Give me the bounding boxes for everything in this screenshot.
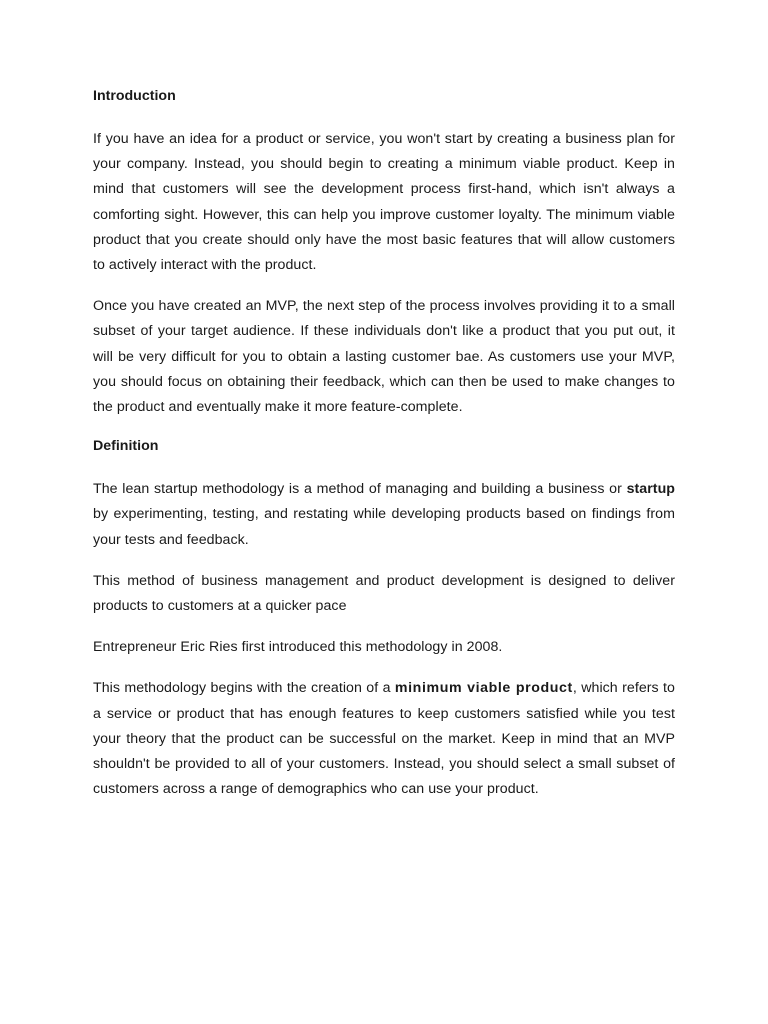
definition-paragraph-3: Entrepreneur Eric Ries first introduced this methodology in 2008. xyxy=(93,639,503,656)
section-heading-introduction: Introduction xyxy=(93,88,176,104)
definition-paragraph-2: This method of business management and product development is designed to deliver products to customers at a quicker pace xyxy=(93,572,675,615)
mvp-term: minimum viable product xyxy=(394,680,573,697)
definition-paragraph-4-rest: , which refers to a service or product that has enough features to keep customers satisfied while you test your theory that the product can be successful on the market. Keep in mind that an MVP shouldn't be provided to all of your customers. Instead, you should select a small subset of customers across a range of demographics who can use your product. xyxy=(93,680,675,798)
definition-paragraph-4-text: This methodology begins with the creation of a xyxy=(93,680,395,697)
definition-paragraph-1 xyxy=(93,477,675,553)
definition-paragraph-4 xyxy=(93,676,675,802)
definition-paragraph-1-text: The lean startup methodology is a method of managing and building a business or xyxy=(93,481,627,498)
document-page xyxy=(93,86,675,818)
section-heading-definition: Definition xyxy=(93,438,159,455)
intro-paragraph-1: If you have an idea for a product or service, you won't start by creating a business plan for your company. Instead, you should begin to creating a minimum viable product. Keep in mind that customers will see the development process first-hand, which isn't always a comforting sight. However, this can help you improve customer loyalty. The minimum viable product that you create should only have the most basic features that will allow customers to actively interact with the product. xyxy=(93,131,675,274)
intro-paragraph-2: Once you have created an MVP, the next step of the process involves providing it to a small subset of your target audience. If these individuals don't like a product that you put out, it will be very difficult for you to obtain a lasting customer bae. As customers use your MVP, you should focus on obtaining their feedback, which can then be used to make changes to the product and eventually make it more feature-complete. xyxy=(93,298,675,416)
definition-paragraph-1-rest: by experimenting, testing, and restating while developing products based on findings from your tests and feedback. xyxy=(93,506,675,548)
startup-term: startup xyxy=(626,481,675,498)
